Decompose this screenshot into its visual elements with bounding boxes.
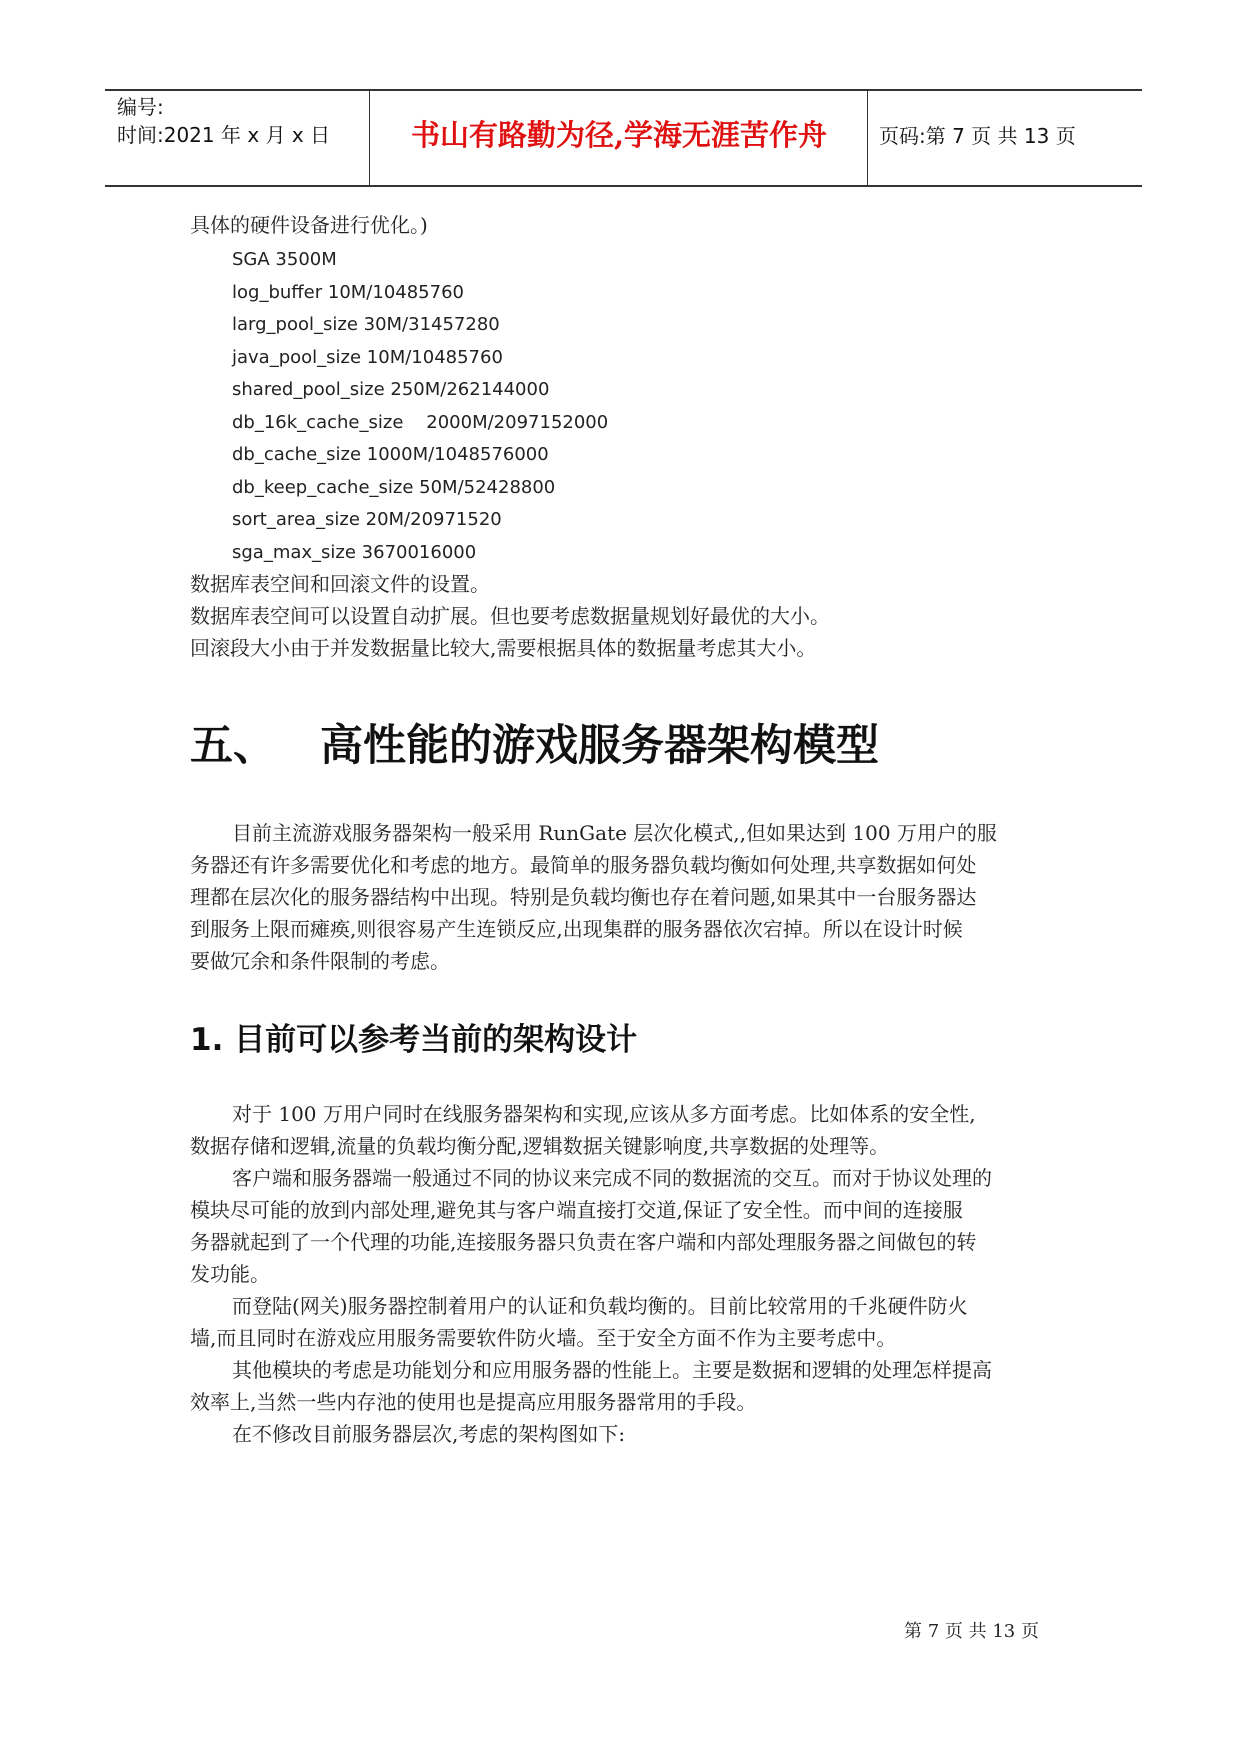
header-page-cell <box>869 91 1142 185</box>
page-footer: 第 7 页 共 13 页 <box>904 1621 1039 1642</box>
header-page-code: 页码:第 7 页 共 13 页 <box>879 124 1076 148</box>
paragraph-line: 目前主流游戏服务器架构一般采用 RunGate 层次化模式,,但如果达到 100 万用户的服 <box>232 821 997 845</box>
body-line: 发功能。 <box>190 1262 270 1286</box>
param-line: shared_pool_size 250M/262144000 <box>232 379 550 400</box>
header-info-cell <box>105 91 370 185</box>
body-line: 效率上,当然一些内存池的使用也是提高应用服务器常用的手段。 <box>190 1390 757 1414</box>
param-line: log_buffer 10M/10485760 <box>232 281 464 303</box>
paragraph-line: 要做冗余和条件限制的考虑。 <box>190 949 450 973</box>
section-title: 高性能的游戏服务器架构模型 <box>320 721 879 771</box>
document-number-label: 编号: <box>117 95 164 119</box>
body-line: 务器就起到了一个代理的功能,连接服务器只负责在客户端和内部处理服务器之间做包的转 <box>190 1230 977 1254</box>
intro-line: 具体的硬件设备进行优化。) <box>190 213 428 237</box>
body-line: 其他模块的考虑是功能划分和应用服务器的性能上。主要是数据和逻辑的处理怎样提高 <box>232 1358 992 1382</box>
param-line: db_16k_cache_size 2000M/2097152000 <box>232 411 609 433</box>
tablespace-line: 回滚段大小由于并发数据量比较大,需要根据具体的数据量考虑其大小。 <box>190 636 817 660</box>
param-line: db_cache_size 1000M/1048576000 <box>232 444 549 465</box>
paragraph-line: 务器还有许多需要优化和考虑的地方。最简单的服务器负载均衡如何处理,共享数据如何处 <box>190 853 977 877</box>
param-line: java_pool_size 10M/10485760 <box>232 346 503 368</box>
body-line: 墙,而且同时在游戏应用服务需要软件防火墙。至于安全方面不作为主要考虑中。 <box>190 1326 897 1350</box>
section-heading <box>190 718 879 774</box>
tablespace-line: 数据库表空间可以设置自动扩展。但也要考虑数据量规划好最优的大小。 <box>190 604 830 628</box>
body-line: 数据存储和逻辑,流量的负载均衡分配,逻辑数据关键影响度,共享数据的处理等。 <box>190 1134 890 1158</box>
header-motto: 书山有路勤为径,学海无涯苦作舟 <box>410 118 828 152</box>
tablespace-line: 数据库表空间和回滚文件的设置。 <box>190 572 490 596</box>
body-line: 模块尽可能的放到内部处理,避免其与客户端直接打交道,保证了安全性。而中间的连接服 <box>190 1198 963 1222</box>
param-line: db_keep_cache_size 50M/52428800 <box>232 476 556 498</box>
page-header-table <box>105 89 1142 187</box>
subsection-heading: 1. 目前可以参考当前的架构设计 <box>190 1022 638 1058</box>
section-number: 五、 <box>190 721 276 771</box>
document-time-label: 时间:2021 年 x 月 x 日 <box>117 123 331 147</box>
param-line: sort_area_size 20M/20971520 <box>232 509 502 530</box>
header-motto-cell <box>371 91 868 185</box>
param-line: sga_max_size 3670016000 <box>232 541 477 563</box>
body-line: 而登陆(网关)服务器控制着用户的认证和负载均衡的。目前比较常用的千兆硬件防火 <box>232 1294 968 1318</box>
param-line: larg_pool_size 30M/31457280 <box>232 314 500 335</box>
paragraph-line: 理都在层次化的服务器结构中出现。特别是负载均衡也存在着问题,如果其中一台服务器达 <box>190 885 977 909</box>
param-line: SGA 3500M <box>232 249 337 270</box>
body-line: 客户端和服务器端一般通过不同的协议来完成不同的数据流的交互。而对于协议处理的 <box>232 1166 992 1190</box>
body-line: 在不修改目前服务器层次,考虑的架构图如下: <box>232 1422 626 1446</box>
body-line: 对于 100 万用户同时在线服务器架构和实现,应该从多方面考虑。比如体系的安全性, <box>232 1102 976 1126</box>
paragraph-line: 到服务上限而瘫痪,则很容易产生连锁反应,出现集群的服务器依次宕掉。所以在设计时候 <box>190 917 963 941</box>
